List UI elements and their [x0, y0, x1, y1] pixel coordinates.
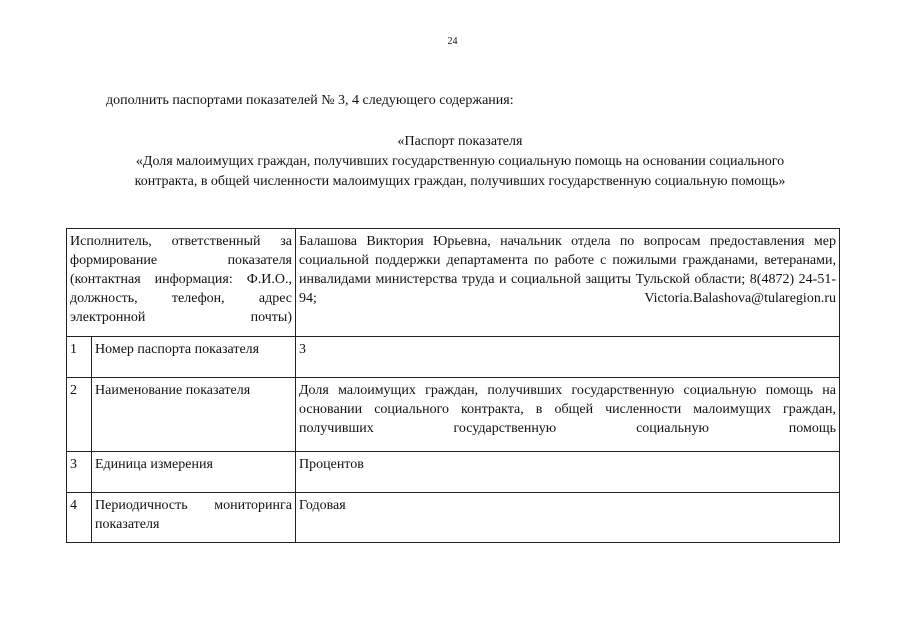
table-row [67, 493, 840, 543]
passport-title [120, 132, 800, 192]
row-value-cell: 3 [296, 337, 840, 378]
responsible-value-cell: Балашова Виктория Юрьевна, начальник отдела по вопросам предоставления мер социальной поддержки департамента по работе с пожилыми гражданами, ветеранами, инвалидами министерства труда и социальной защиты Тульской области; 8(4872) 24-51-94; Victoria.Balashova@tularegion.ru [296, 229, 840, 337]
row-label-cell: Единица измерения [92, 452, 296, 493]
row-label-cell: Периодичность мониторинга показателя [92, 493, 296, 543]
row-number-cell: 2 [67, 378, 92, 452]
table-row [67, 337, 840, 378]
passport-table [66, 228, 840, 543]
responsible-label-cell: Исполнитель, ответственный за формирование показателя (контактная информация: Ф.И.О., должность, телефон, адрес электронной почты) [67, 229, 296, 337]
table-row [67, 378, 840, 452]
row-value-cell: Годовая [296, 493, 840, 543]
row-number-cell: 4 [67, 493, 92, 543]
passport-title-line1: «Паспорт показателя [397, 134, 523, 149]
row-value-cell: Доля малоимущих граждан, получивших государственную социальную помощь на основании социального контракта, в общей численности малоимущих граждан, получивших государственную социальную помощь [296, 378, 840, 452]
table-row [67, 452, 840, 493]
passport-title-line2: «Доля малоимущих граждан, получивших государственную социальную помощь на основании социального контракта, в общей численности малоимущих граждан, получивших государственную социальную помощь» [134, 154, 786, 189]
row-number-cell: 3 [67, 452, 92, 493]
table-row-responsible [67, 229, 840, 337]
row-value-cell: Процентов [296, 452, 840, 493]
page-number: 24 [447, 36, 458, 47]
row-number-cell: 1 [67, 337, 92, 378]
row-label-cell: Наименование показателя [92, 378, 296, 452]
row-label-cell: Номер паспорта показателя [92, 337, 296, 378]
intro-text: дополнить паспортами показателей № 3, 4 следующего содержания: [106, 93, 514, 108]
